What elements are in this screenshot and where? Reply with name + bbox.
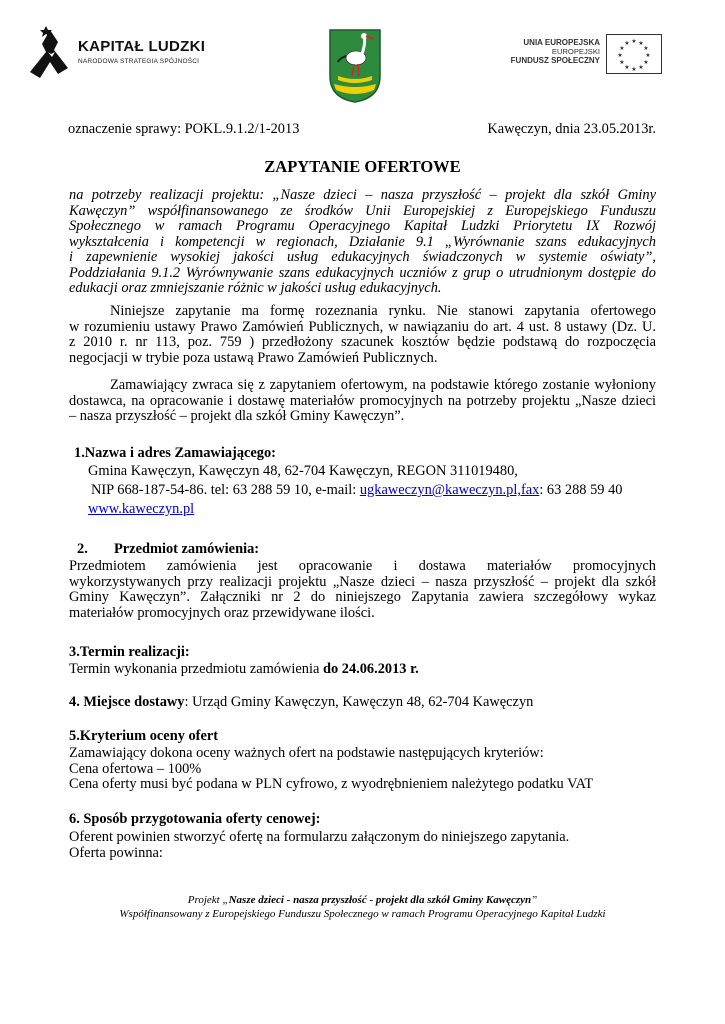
intro-line: wykształcenia i kompetencji w regionach, Działanie 9.1 „Wyrównanie szans edukacyjnych <box>69 233 656 250</box>
intro-line: na potrzeby realizacji projektu: „Nasze dzieci – nasza przyszłość – projekt dla szkół Gminy <box>69 187 656 203</box>
paragraph-line: dostawca, na opracowanie i dostawę materiałów promocyjnych na potrzeby projektu „Nasze dzieci <box>69 392 656 409</box>
website-link[interactable]: www.kaweczyn.pl <box>88 501 195 517</box>
paragraph-line: wykorzystywanych przy realizacji projektu „Nasze dzieci – nasza przyszłość – projekt dla szkół <box>69 573 656 590</box>
offer-line: Oferent powinien stworzyć ofertę na formularzu załączonym do niniejszego zapytania. <box>69 829 570 845</box>
paragraph-line: Zamawiający zwraca się z zapytaniem ofertowym, na podstawie którego zostanie wyłoniony <box>110 377 656 393</box>
delivery-place <box>69 695 533 711</box>
place-and-date: Kawęczyn, dnia 23.05.2013r. <box>487 121 656 137</box>
stork-crest-icon <box>328 28 382 104</box>
request-paragraph <box>69 378 656 425</box>
kl-subtitle: NARODOWA STRATEGIA SPÓJNOŚCI <box>78 58 200 65</box>
website-row <box>88 502 194 518</box>
section-5-heading: 5.Kryterium oceny ofert <box>69 728 219 744</box>
deadline-label: Termin wykonania przedmiotu zamówienia <box>69 661 323 677</box>
intro-line: edukacji oraz zmniejszanie różnic w jakości usług edukacyjnych. <box>69 280 442 296</box>
footer-prefix: Projekt „ <box>187 894 229 906</box>
svg-text:★: ★ <box>631 38 637 45</box>
offer-preparation <box>69 830 569 861</box>
section-3-heading: 3.Termin realizacji: <box>69 644 190 660</box>
section-1-heading: 1.Nazwa i adres Zamawiającego: <box>74 445 276 461</box>
contractor-contacts <box>91 483 622 499</box>
email-link[interactable]: ugkaweczyn@kaweczyn.pl,fax <box>359 482 540 498</box>
criteria-line: Zamawiający dokona oceny ważnych ofert na podstawie następujących kryteriów: <box>69 745 544 761</box>
intro-paragraph <box>69 188 656 297</box>
svg-text:★: ★ <box>619 45 625 52</box>
svg-text:★: ★ <box>631 66 637 73</box>
contractor-address: Gmina Kawęczyn, Kawęczyn 48, 62-704 Kawęczyn, REGON 311019480, <box>88 463 518 479</box>
criteria-line: Cena oferty musi być podana w PLN cyfrowo, z wyodrębnieniem należytego podatku VAT <box>69 776 594 792</box>
intro-line: Społecznego w ramach Programu Operacyjnego Kapitał Ludzki Priorytetu IX Rozwój <box>69 218 656 234</box>
section-2-heading: Przedmiot zamówienia: <box>114 541 260 557</box>
svg-text:★: ★ <box>638 40 644 47</box>
deadline-text <box>69 662 419 678</box>
section-6-heading: 6. Sposób przygotowania oferty cenowej: <box>69 811 321 827</box>
intro-line: Poddziałania 9.1.2 Wyrównywanie szans edukacyjnych uczniów z grup o utrudnionym dostępie do <box>69 264 656 281</box>
footer-cofinancing: Współfinansowany z Europejskiego Funduszu Społecznego w ramach Programu Operacyjnego Kapitał Ludzki <box>119 908 606 920</box>
paragraph-line: negocjacji w trybie poza ustawą Prawo Zamówień Publicznych. <box>69 349 438 366</box>
intro-line: Kawęczyn” współfinansowanego ze środków Unii Europejskiej z Europejskiego Funduszu <box>69 202 656 219</box>
svg-text:★: ★ <box>619 59 625 66</box>
svg-text:★: ★ <box>645 52 651 59</box>
page-title: ZAPYTANIE OFERTOWE <box>264 157 461 176</box>
paragraph-line: Niniejsze zapytanie ma formę rozeznania rynku. Nie stanowi zapytania ofertowego <box>110 303 656 319</box>
svg-text:★: ★ <box>643 45 649 52</box>
section-4-heading: 4. Miejsce dostawy <box>69 694 185 710</box>
paragraph-line: – nasza przyszłość – projekt dla szkół Gminy Kawęczyn”. <box>69 408 405 424</box>
market-survey-paragraph <box>69 304 656 366</box>
kl-title: KAPITAŁ LUDZKI <box>78 38 206 55</box>
intro-line: i zapewnienie wysokiej jakości usług edukacyjnych świadczonych w systemie oświaty”, <box>69 249 656 265</box>
footer-project <box>0 894 725 907</box>
eu-flag-icon <box>606 34 662 74</box>
paragraph-line: z 2010 r. nr 113, poz. 759 ) przedłożony szacunek kosztów będzie podstawą do rozpoczęcia <box>69 334 656 350</box>
section-2-number: 2. <box>77 541 88 557</box>
kapital-ludzki-emblem-icon <box>28 22 72 80</box>
offer-line: Oferta powinna: <box>69 844 163 861</box>
paragraph-line: materiałów promocyjnych oraz przewidywane ilości. <box>69 604 375 621</box>
paragraph-line: w rozumieniu ustawy Prawo Zamówień Publicznych, w nawiązaniu do art. 4 ust. 8 ustawy (Dz. U. <box>69 318 656 335</box>
eu-line1: UNIA EUROPEJSKA <box>523 38 600 47</box>
svg-text:★: ★ <box>643 59 649 66</box>
delivery-address: : Urząd Gminy Kawęczyn, Kawęczyn 48, 62-704 Kawęczyn <box>184 694 534 710</box>
eu-line3: FUNDUSZ SPOŁECZNY <box>510 56 600 65</box>
paragraph-line: Przedmiotem zamówienia jest opracowanie i dostawa materiałów promocyjnych <box>69 558 656 574</box>
kapital-ludzki-logo <box>28 22 218 82</box>
eu-line2: EUROPEJSKI <box>551 47 600 56</box>
footer-project-name: Nasze dzieci - nasza przyszłość - projekt dla szkół Gminy Kawęczyn <box>228 894 532 906</box>
fax-text: : 63 288 59 40 <box>539 482 623 498</box>
contact-text: NIP 668-187-54-86. tel: 63 288 59 10, e-mail: <box>91 482 360 498</box>
eu-logo <box>478 34 668 78</box>
svg-text:★: ★ <box>624 64 630 71</box>
deadline-date: do 24.06.2013 r. <box>322 661 419 677</box>
svg-text:★: ★ <box>617 52 623 59</box>
criteria-line: Cena ofertowa – 100% <box>69 760 202 777</box>
order-subject-paragraph <box>69 559 656 621</box>
footer-suffix: ” <box>531 894 538 906</box>
eu-text <box>478 38 600 65</box>
municipality-crest <box>328 28 382 104</box>
svg-text:★: ★ <box>624 40 630 47</box>
case-reference: oznaczenie sprawy: POKL.9.1.2/1-2013 <box>68 121 300 137</box>
paragraph-line: Gminy Kawęczyn”. Załączniki nr 2 do niniejszego Zapytania zawiera szczegółowy wykaz <box>69 589 656 605</box>
svg-text:★: ★ <box>638 64 644 71</box>
criteria-list <box>69 746 593 793</box>
